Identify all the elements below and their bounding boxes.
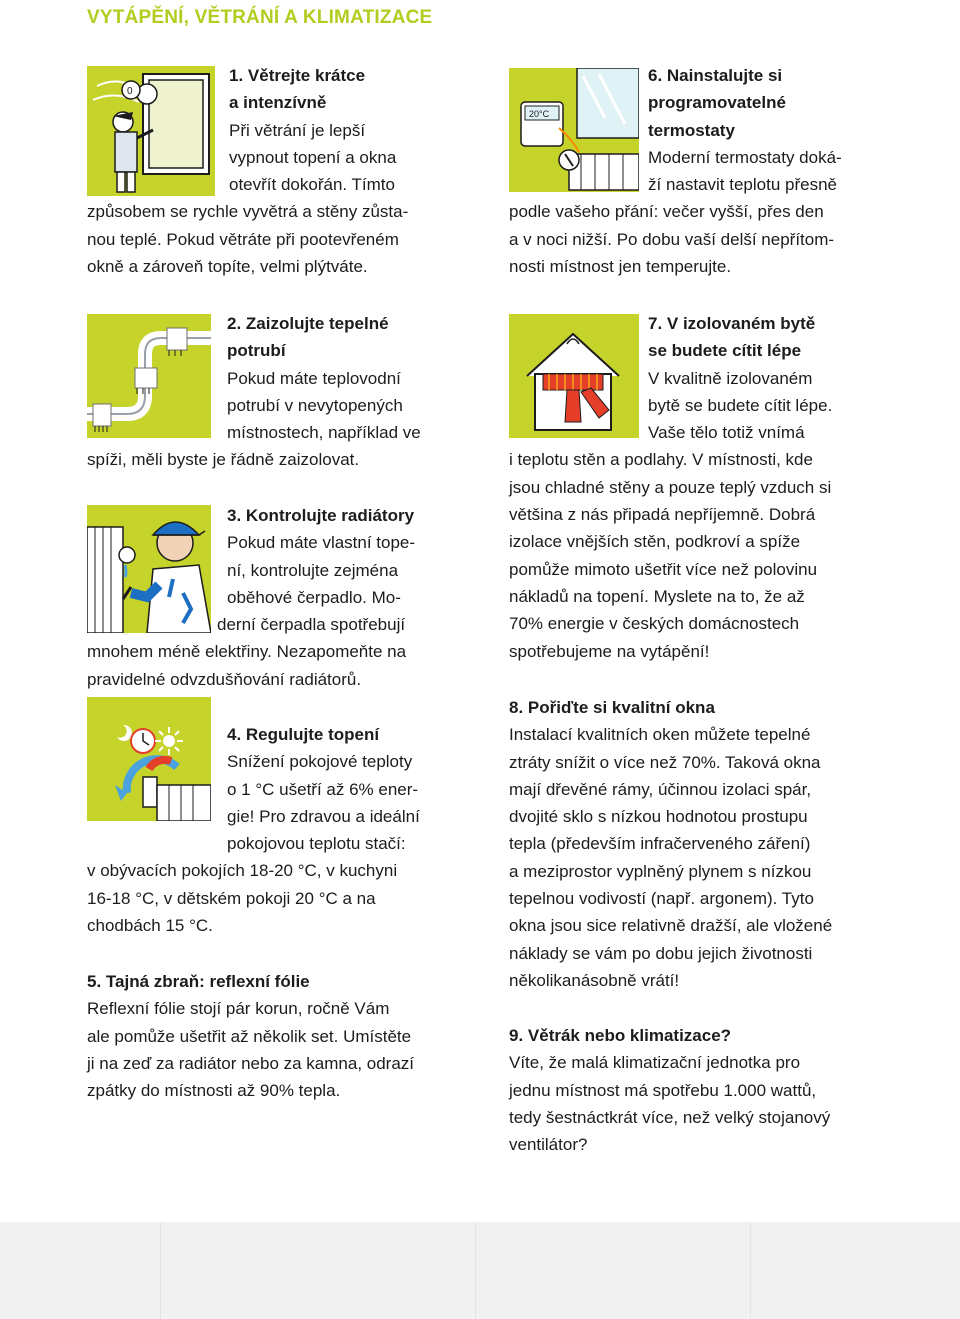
tip-1-line-4: způsobem se rychle vyvětrá a stěny zůsta- [87, 202, 409, 222]
tip-9-line-2: jednu místnost má spotřebu 1.000 wattů, [509, 1080, 817, 1100]
tip-1-heading-line-2: a intenzívně [229, 93, 327, 113]
tip-9-line-4: ventilátor? [509, 1135, 588, 1155]
tip-7-line-11: spotřebujeme na vytápění! [509, 641, 710, 661]
tip-3-heading: 3. Kontrolujte radiátory [227, 506, 415, 525]
tip-3-line-4: derní čerpadla spotřebují [217, 615, 406, 635]
tip-4-line-7: chodbách 15 °C. [87, 916, 213, 936]
tip-4-line-5: v obývacích pokojích 18-20 °C, v kuchyni [87, 861, 398, 881]
tip-7-line-7: izolace vnějších stěn, podkroví a spíže [509, 532, 801, 552]
tip-pipe-insulation [87, 310, 467, 474]
tip-8-line-8: okna jsou sice relativně dražší, ale vložené [509, 916, 833, 936]
tip-7-line-5: jsou chladné stěny a pouze teplý vzduch si [509, 477, 832, 497]
tip-7-line-8: pomůže mimoto ušetřit více než polovinu [509, 559, 818, 579]
tip-8-line-10: několikanásobně vrátí! [509, 970, 680, 990]
tip-fan-or-ac [509, 1022, 889, 1158]
tip-8-line-4: dvojité sklo s nízkou hodnotou prostupu [509, 807, 808, 827]
tip-7-line-9: nákladů na topení. Myslete na to, že až [509, 586, 805, 606]
tip-7-line-10: 70% energie v českých domácnostech [509, 614, 800, 634]
tip-6-line-1: Moderní termostaty doká- [648, 147, 842, 167]
tip-4-line-3: gie! Pro zdravou a ideální [227, 806, 420, 826]
tip-4-heading: 4. Regulujte topení [227, 725, 380, 744]
tip-3-line-6: pravidelné odvzdušňování radiátorů. [87, 669, 362, 689]
tip-2-heading-line-1: 2. Zaizolujte tepelné [227, 314, 389, 333]
tip-insulated-flat [509, 310, 889, 665]
tip-3-line-5: mnohem méně elektřiny. Nezapomeňte na [87, 642, 407, 662]
tip-ventilation [87, 62, 467, 280]
tip-3-line-1: Pokud máte vlastní tope- [227, 533, 416, 553]
tip-7-heading-line-1: 7. V izolovaném bytě [648, 314, 816, 333]
tip-1-line-3: otevřít dokořán. Tímto [229, 175, 395, 195]
tip-5-line-3: ji na zeď za radiátor nebo za kamna, odrazí [87, 1053, 415, 1073]
tip-6-heading-line-1: 6. Nainstalujte si [648, 66, 783, 85]
tip-1-line-6: okně a zároveň topíte, velmi plýtváte. [87, 257, 368, 277]
tip-5-line-4: zpátky do místnosti až 90% tepla. [87, 1081, 341, 1101]
footer-divider [475, 1222, 476, 1319]
tip-9-line-3: tedy šestnáctkrát více, než velký stojanový [509, 1107, 831, 1127]
thermostat-display: 20°C [529, 109, 550, 119]
tip-6-heading-line-2: programovatelné [648, 93, 786, 113]
tip-8-line-1: Instalací kvalitních oken můžete tepelné [509, 725, 811, 745]
tip-2-line-4: spíži, měli byste je řádně zaizolovat. [87, 450, 360, 470]
footer-divider [160, 1222, 161, 1319]
tip-8-line-9: náklady se vám po dobu jejich životnosti [509, 943, 813, 963]
tip-4-line-4: pokojovou teplotu stačí: [227, 834, 406, 854]
tip-9-heading: 9. Větrák nebo klimatizace? [509, 1026, 732, 1045]
tip-3-line-3: oběhové čerpadlo. Mo- [227, 587, 401, 607]
tip-9-line-1: Víte, že malá klimatizační jednotka pro [509, 1053, 801, 1073]
tip-5-line-1: Reflexní fólie stojí pár korun, ročně Vám [87, 999, 390, 1019]
tip-1-line-1: Při větrání je lepší [229, 120, 366, 140]
tip-2-line-1: Pokud máte teplovodní [227, 368, 401, 388]
tip-1-line-5: nou teplé. Pokud větráte při pootevřeném [87, 229, 399, 249]
tip-quality-windows [509, 694, 889, 994]
tip-3-line-2: ní, kontrolujte zejména [227, 560, 399, 580]
tip-5-heading: 5. Tajná zbraň: reflexní fólie [87, 972, 310, 991]
footer-divider [750, 1222, 751, 1319]
tip-7-line-4: i teplotu stěn a podlahy. V místnosti, kde [509, 450, 813, 470]
footer-band [0, 1222, 960, 1319]
tip-1-heading-line-1: 1. Větrejte krátce [229, 66, 366, 85]
tip-4-line-2: o 1 °C ušetří až 6% ener- [227, 779, 419, 799]
tip-2-line-3: místnostech, například ve [227, 423, 421, 443]
tip-7-heading-line-2: se budete cítit lépe [648, 341, 802, 361]
tip-regulate-heating [87, 721, 467, 939]
tip-6-line-3: podle vašeho přání: večer vyšší, přes den [509, 202, 824, 222]
tip-7-line-6: většina z nás připadá nepříjemně. Dobrá [509, 505, 816, 525]
tip-8-line-2: ztráty snížit o více než 70%. Taková okna [509, 752, 821, 772]
tip-6-line-5: nosti místnost jen temperujte. [509, 257, 732, 277]
tip-4-line-1: Snížení pokojové teploty [227, 752, 413, 772]
tip-8-line-6: a meziprostor vyplněný plynem s nízkou [509, 861, 812, 881]
tip-reflective-foil [87, 968, 467, 1104]
tip-radiators [87, 502, 467, 693]
tip-8-heading: 8. Pořiďte si kvalitní okna [509, 698, 715, 717]
dial-label: 0 [127, 86, 133, 97]
tip-2-heading-line-2: potrubí [227, 341, 286, 361]
tip-6-line-2: ží nastavit teplotu přesně [648, 175, 838, 195]
tip-2-line-2: potrubí v nevytopených [227, 395, 403, 415]
tip-8-line-3: mají dřevěné rámy, účinnou izolaci spár, [509, 779, 812, 799]
tip-4-line-6: 16-18 °C, v dětském pokoji 20 °C a na [87, 888, 376, 908]
tip-programmable-thermostats [509, 62, 889, 280]
tip-7-line-2: bytě se budete cítit lépe. [648, 395, 833, 415]
tip-5-line-2: ale pomůže ušetřit až několik set. Umístěte [87, 1026, 412, 1046]
tip-7-line-1: V kvalitně izolovaném [648, 368, 813, 388]
tip-8-line-7: tepelnou vodivostí (např. argonem). Tyto [509, 889, 814, 909]
tip-7-line-3: Vaše tělo totiž vnímá [648, 423, 805, 443]
tip-6-line-4: a v noci nižší. Po dobu vaší delší nepřítom- [509, 229, 835, 249]
tip-6-heading-line-3: termostaty [648, 120, 735, 140]
tip-1-line-2: vypnout topení a okna [229, 147, 397, 167]
tip-8-line-5: tepla (především infračerveného záření) [509, 834, 811, 854]
page-title: VYTÁPĚNÍ, VĚTRÁNÍ A KLIMATIZACE [87, 7, 433, 28]
